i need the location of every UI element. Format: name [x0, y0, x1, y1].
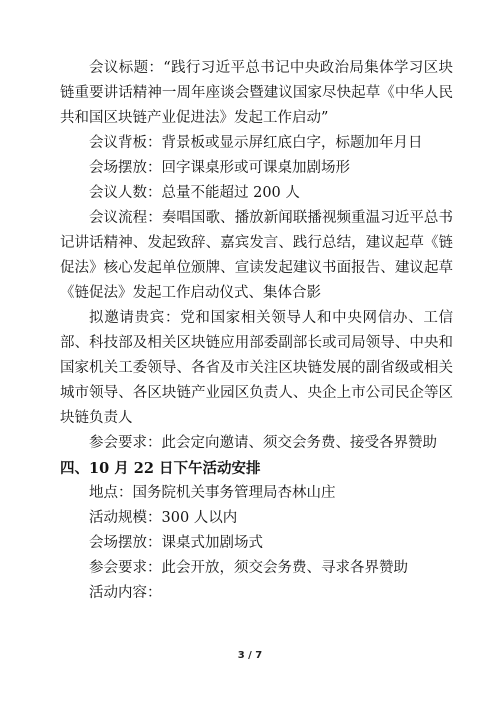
meeting-title-text: “践行习近平总书记中央政治局集体学习区块链重要讲话精神一周年座谈会暨建议国家尽快起草《中华人民共和国区块链产业促进法》发起工作启动”	[60, 60, 453, 126]
meeting-requirements-text: 此会定向邀请、须交会务费、接受各界赞助	[161, 435, 437, 451]
afternoon-scale-paragraph	[60, 506, 453, 531]
meeting-layout-paragraph	[60, 156, 453, 181]
afternoon-layout-paragraph	[60, 531, 453, 556]
meeting-layout-text: 回字课桌形或可课桌加剧场形	[161, 160, 350, 176]
meeting-guests-label: 拟邀请贵宾：	[89, 310, 181, 326]
meeting-requirements-label: 参会要求：	[89, 435, 162, 451]
meeting-guests-paragraph	[60, 306, 453, 431]
meeting-guests-text: 党和国家相关领导人和中央网信办、工信部、科技部及相关区块链应用部委副部长或司局领导、中央和国家机关工委领导、各省及市关注区块链发展的副省级或相关城市领导、各区块链产业园区负责人、央企上市公司民企等区块链负责人	[60, 310, 454, 426]
afternoon-venue-text: 国务院机关事务管理局杏林山庄	[132, 485, 336, 501]
meeting-requirements-paragraph	[60, 431, 453, 456]
afternoon-layout-label: 会场摆放：	[89, 535, 162, 551]
afternoon-scale-text: 300 人以内	[161, 510, 238, 526]
meeting-attendance-text: 总量不能超过 200 人	[161, 185, 300, 201]
afternoon-venue-label: 地点：	[89, 485, 133, 501]
afternoon-requirements-label: 参会要求：	[89, 560, 162, 576]
afternoon-venue-paragraph	[60, 481, 453, 506]
meeting-backdrop-label: 会议背板：	[89, 135, 162, 151]
afternoon-requirements-paragraph	[60, 556, 453, 581]
meeting-process-paragraph	[60, 206, 453, 306]
afternoon-section-heading: 四、10 月 22 日下午活动安排	[60, 460, 261, 477]
meeting-backdrop-paragraph	[60, 131, 453, 156]
meeting-process-label: 会议流程：	[89, 210, 162, 226]
afternoon-scale-label: 活动规模：	[89, 510, 162, 526]
meeting-backdrop-text: 背景板或显示屏红底白字，标题加年月日	[161, 135, 423, 151]
page-number: 3 / 7	[237, 650, 263, 661]
meeting-title-label: 会议标题：	[89, 60, 164, 76]
afternoon-content-paragraph	[60, 581, 453, 606]
meeting-title-paragraph	[60, 56, 453, 131]
afternoon-content-label: 活动内容：	[89, 585, 162, 601]
afternoon-layout-text: 课桌式加剧场式	[161, 535, 263, 551]
document-body	[60, 56, 453, 606]
afternoon-requirements-text: 此会开放，须交会务费、寻求各界赞助	[161, 560, 408, 576]
meeting-attendance-paragraph	[60, 181, 453, 206]
meeting-layout-label: 会场摆放：	[89, 160, 162, 176]
meeting-attendance-label: 会议人数：	[89, 185, 162, 201]
meeting-process-text: 奏唱国歌、播放新闻联播视频重温习近平总书记讲话精神、发起致辞、嘉宾发言、践行总结，建议起草《链促法》核心发起单位颁牌、宣读发起建议书面报告、建议起草《链促法》发起工作启动仪式、集体合影	[60, 210, 453, 301]
